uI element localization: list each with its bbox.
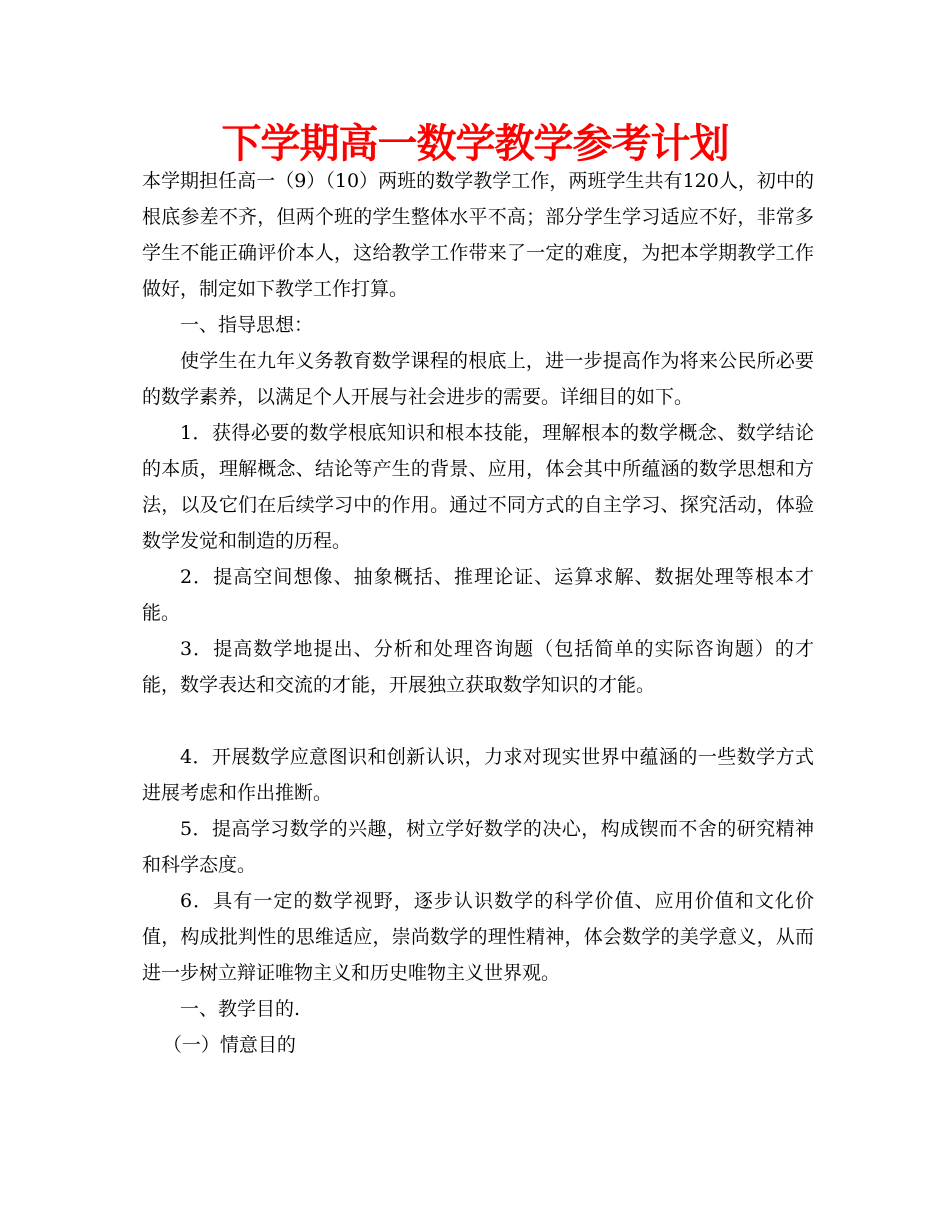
- goal-item-6: 6．具有一定的数学视野，逐步认识数学的科学价值、应用价值和文化价值，构成批判性的思维适应，崇尚数学的理性精神，体会数学的美学意义，从而进一步树立辩证唯物主义和历史唯物主义世界观。: [142, 890, 814, 984]
- goal-item-4: 4．开展数学应意图识和创新认识，力求对现实世界中蕴涵的一些数学方式进展考虑和作出推断。: [142, 746, 814, 804]
- intro-paragraph: 本学期担任高一（9）（10）两班的数学教学工作，两班学生共有120人，初中的根底参差不齐，但两个班的学生整体水平不高；部分学生学习适应不好，非常多学生不能正确评价本人，这给教学工作带来了一定的难度，为把本学期教学工作做好，制定如下教学工作打算。: [142, 170, 814, 300]
- goal-item-3: 3．提高数学地提出、分析和处理咨询题（包括简单的实际咨询题）的才能，数学表达和交流的才能，开展独立获取数学知识的才能。: [142, 638, 814, 696]
- goal-item-1: 1．获得必要的数学根底知识和根本技能，理解根本的数学概念、数学结论的本质，理解概念、结论等产生的背景、应用，体会其中所蕴涵的数学思想和方法，以及它们在后续学习中的作用。通过不同方式的自主学习、探究活动，体验数学发觉和制造的历程。: [142, 422, 814, 552]
- subsection-heading-affective-goals: （一）情意目的: [162, 1034, 296, 1056]
- document-body: [142, 163, 814, 1063]
- section-heading-guiding-thought: 一、指导思想：: [180, 314, 314, 336]
- goal-item-2: 2．提高空间想像、抽象概括、推理论证、运算求解、数据处理等根本才能。: [142, 566, 814, 624]
- goal-item-5: 5．提高学习数学的兴趣，树立学好数学的决心，构成锲而不舍的研究精神和科学态度。: [142, 818, 814, 876]
- document-title: 下学期高一数学教学参考计划: [221, 121, 729, 167]
- section-heading-teaching-goals: 一、教学目的.: [180, 998, 301, 1020]
- guiding-thought-paragraph: 使学生在九年义务教育数学课程的根底上，进一步提高作为将来公民所必要的数学素养，以满足个人开展与社会进步的需要。详细目的如下。: [142, 350, 814, 408]
